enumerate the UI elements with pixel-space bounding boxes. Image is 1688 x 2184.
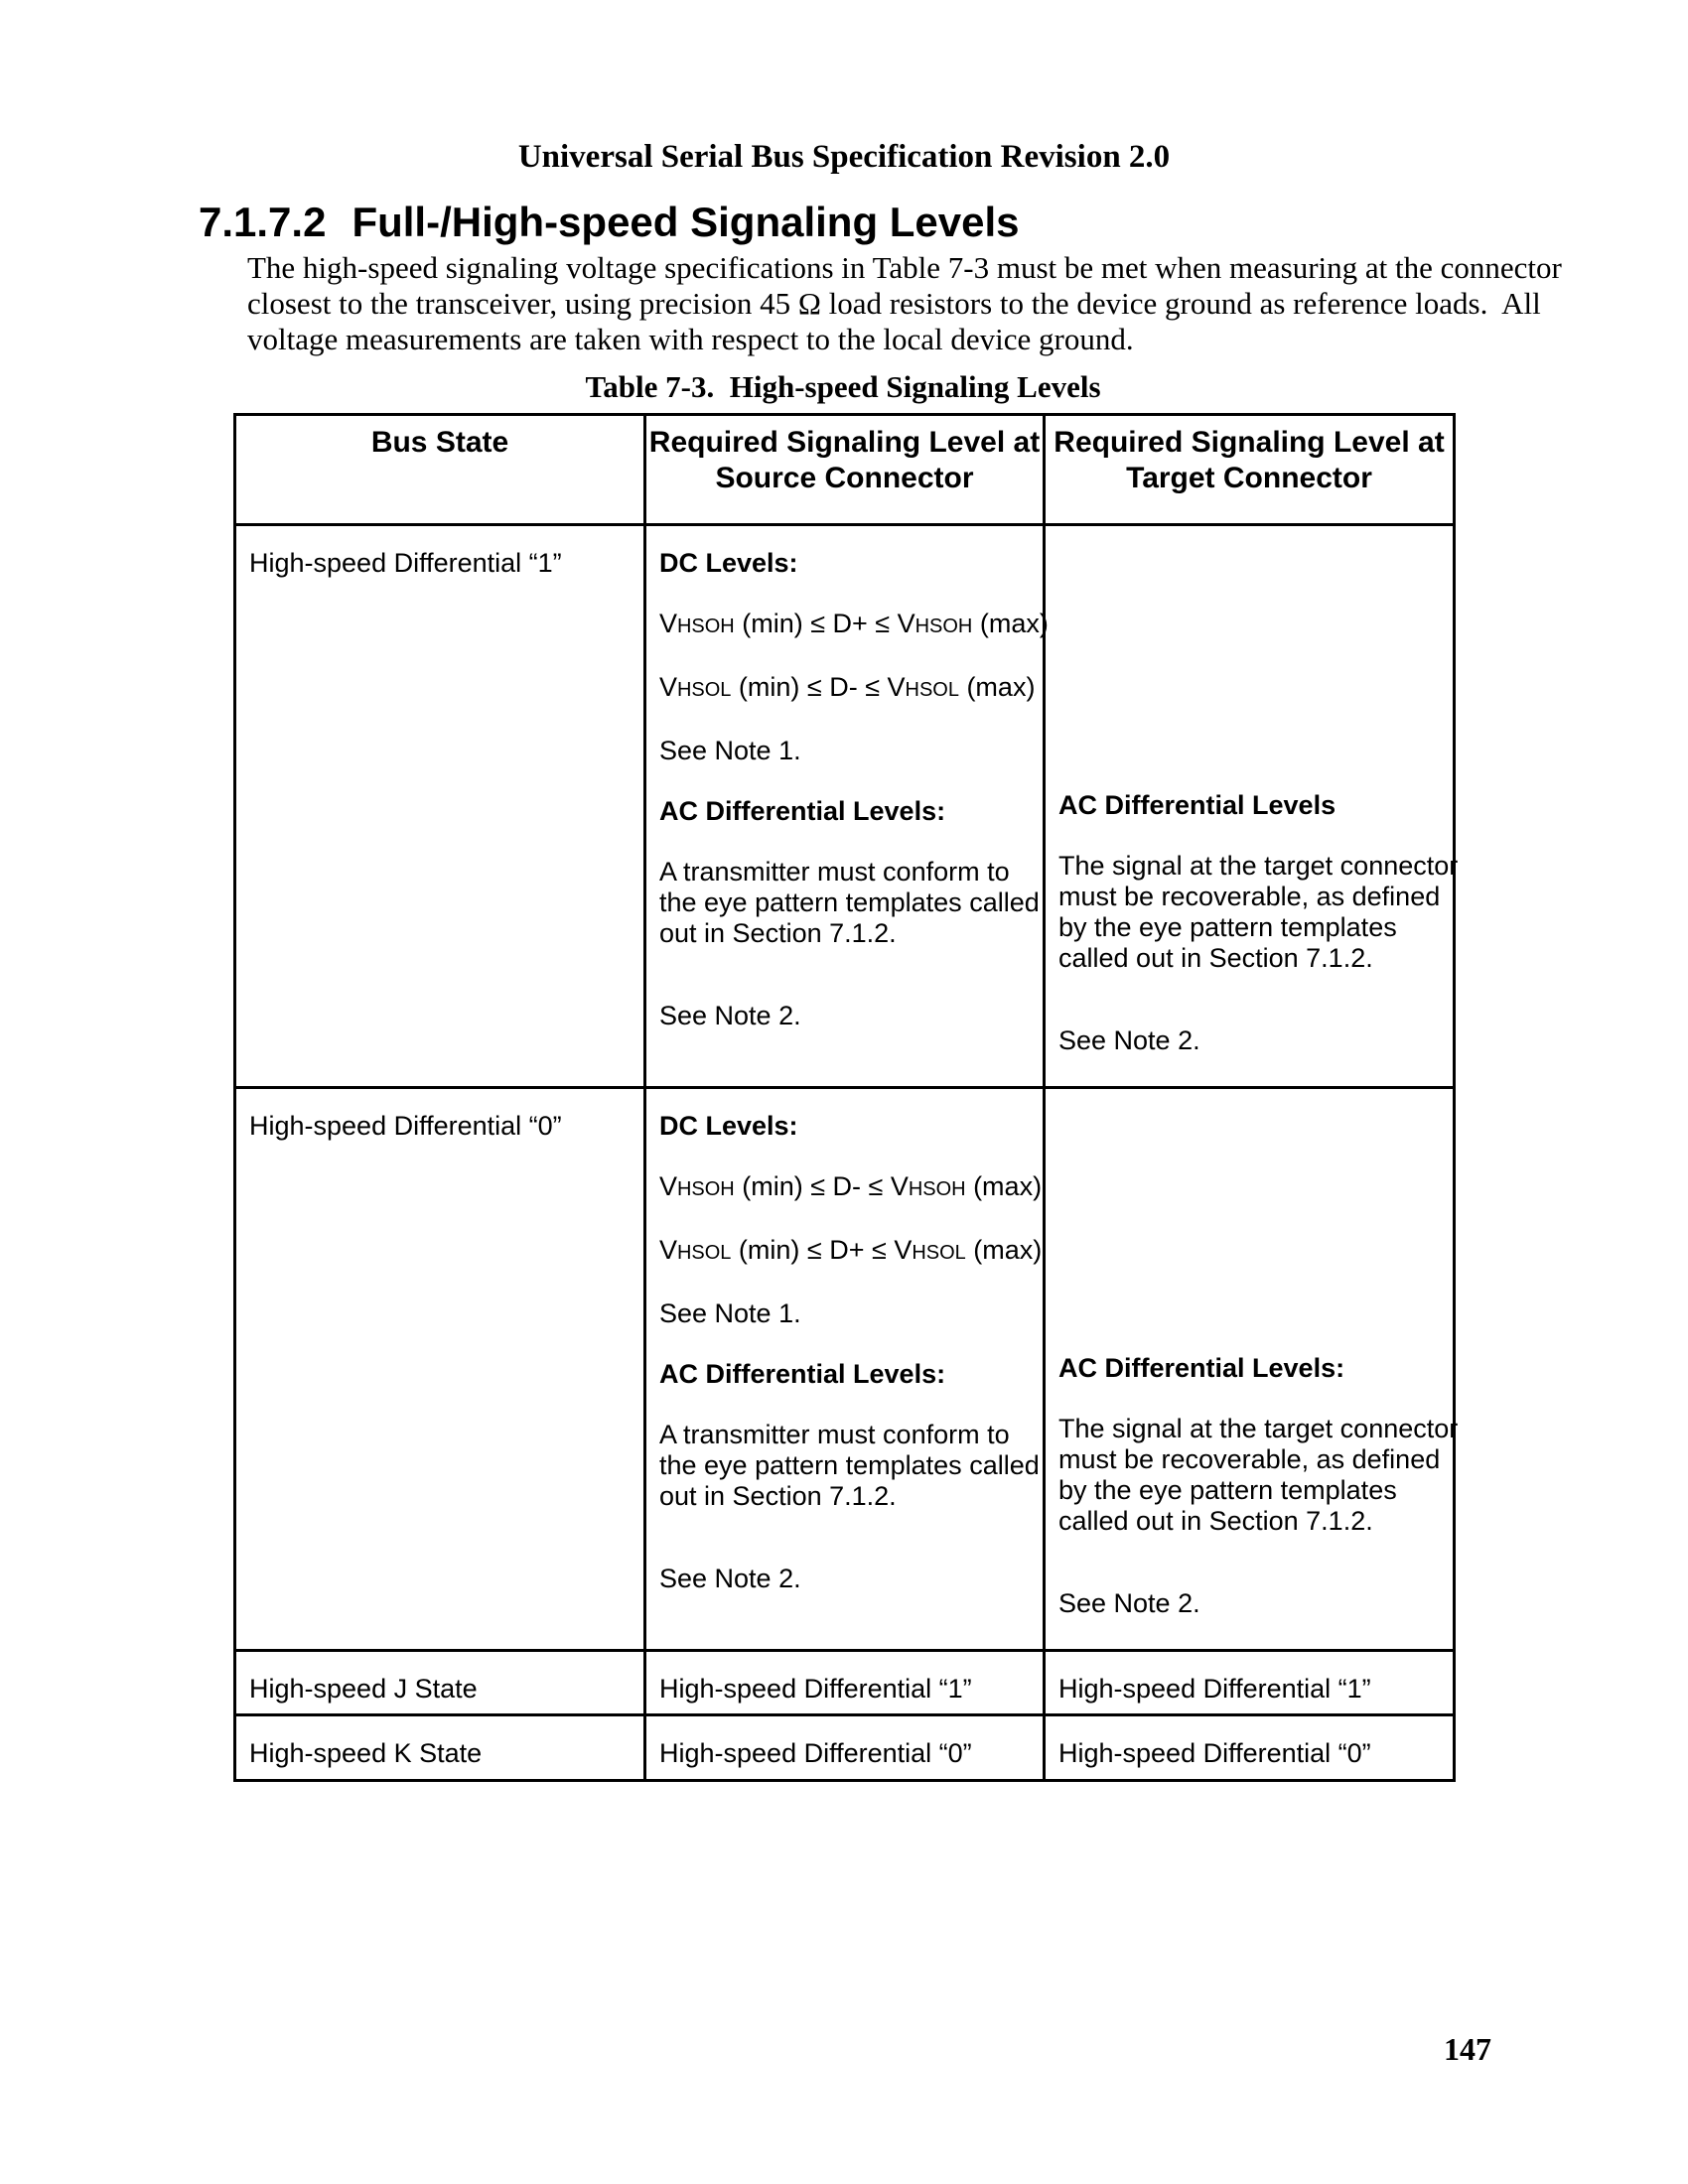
source-level-cell: High-speed Differential “0” xyxy=(645,1715,1045,1781)
running-header: Universal Serial Bus Specification Revision 2.0 xyxy=(517,139,1171,175)
table-header-row xyxy=(235,415,1455,525)
section-number: 7.1.7.2 xyxy=(199,199,327,245)
bus-state-cell: High-speed K State xyxy=(235,1715,645,1781)
target-level-cell: AC Differential Levels The signal at the target connector must be recoverable, as defined by the eye pattern templates called out in Section 7.1.2. See Note 2. xyxy=(1045,525,1455,1088)
target-level-cell: High-speed Differential “0” xyxy=(1045,1715,1455,1781)
signaling-levels-table xyxy=(233,413,1459,1782)
column-header-source-connector: Required Signaling Level at Source Connector xyxy=(645,415,1045,525)
bus-state-cell: High-speed Differential “1” xyxy=(235,525,645,1088)
source-level-cell: High-speed Differential “1” xyxy=(645,1651,1045,1715)
table-row-differential-0 xyxy=(235,1088,1455,1651)
bus-state-cell: High-speed Differential “0” xyxy=(235,1088,645,1651)
source-level-cell: DC Levels: VHSOH (min) ≤ D- ≤ VHSOH (max) VHSOL (min) ≤ D+ ≤ VHSOL (max) See Note 1. AC Differential Levels: A transmitter must conform to the eye pattern templates called out in Section 7.1.2. See Note 2. xyxy=(645,1088,1045,1651)
page-number: 147 xyxy=(1444,2031,1491,2067)
table-row-j-state xyxy=(235,1651,1455,1715)
source-level-cell: DC Levels: VHSOH (min) ≤ D+ ≤ VHSOH (max) VHSOL (min) ≤ D- ≤ VHSOL (max) See Note 1. AC Differential Levels: A transmitter must conform to the eye pattern templates called out in Section 7.1.2. See Note 2. xyxy=(645,525,1045,1088)
table-row-differential-1 xyxy=(235,525,1455,1088)
bus-state-cell: High-speed J State xyxy=(235,1651,645,1715)
column-header-bus-state: Bus State xyxy=(235,415,645,525)
table-row-k-state xyxy=(235,1715,1455,1781)
target-level-cell: High-speed Differential “1” xyxy=(1045,1651,1455,1715)
section-heading xyxy=(199,199,1020,246)
section-title: Full-/High-speed Signaling Levels xyxy=(352,199,1020,245)
body-paragraph: The high-speed signaling voltage specifications in Table 7-3 must be met when measuring at the connector closest to the transceiver, using precision 45 Ω load resistors to the device ground as reference loads. All voltage measurements are taken with respect to the local device ground. xyxy=(247,250,1562,356)
table-caption: Table 7-3. High-speed Signaling Levels xyxy=(585,369,1101,404)
column-header-target-connector: Required Signaling Level at Target Connector xyxy=(1045,415,1455,525)
target-level-cell: AC Differential Levels: The signal at the target connector must be recoverable, as defined by the eye pattern templates called out in Section 7.1.2. See Note 2. xyxy=(1045,1088,1455,1651)
